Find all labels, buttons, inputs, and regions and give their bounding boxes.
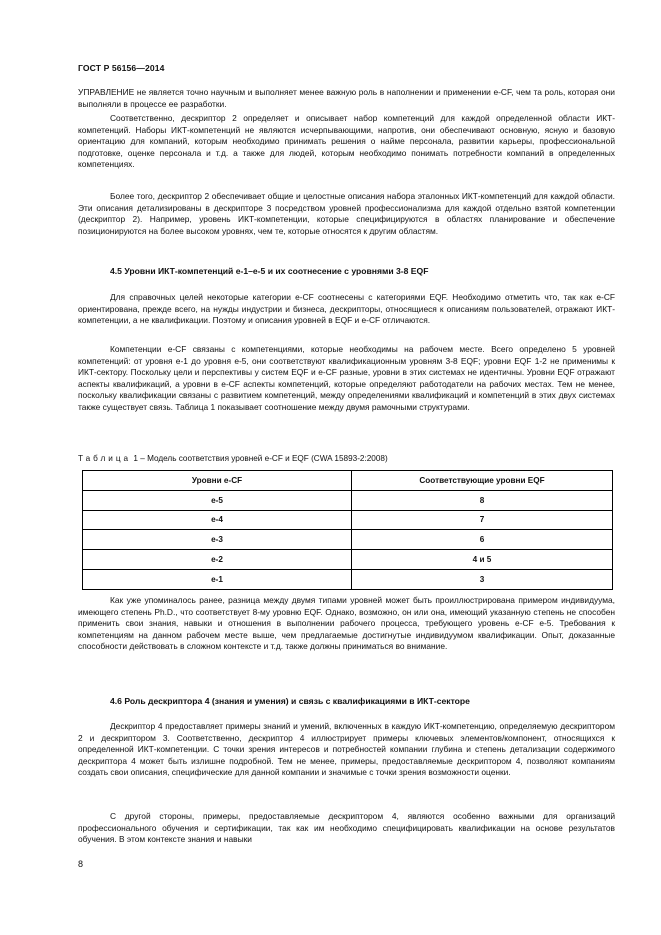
- table-caption-dash: –: [140, 454, 145, 463]
- table-row: [83, 550, 613, 570]
- table-row: [83, 569, 613, 589]
- standard-header: ГОСТ Р 56156—2014: [78, 63, 165, 73]
- table-cell: е-2: [83, 550, 352, 570]
- table-cell: 8: [352, 490, 613, 510]
- paragraph: УПРАВЛЕНИЕ не является точно научным и выполняет менее важную роль в наполнении и применении e-CF, чем та роль, которая они выполняли в процессе ее разработки.: [78, 87, 615, 109]
- paragraph: С другой стороны, примеры, предоставляемые дескриптором 4, являются особенно важными для организаций профессионального обучения и сертификации, так как им необходимо специфицировать квалификации на основе результатов обучения. В этом контексте знания и навыки: [78, 811, 615, 844]
- table-header-row: [83, 471, 613, 491]
- table-cell: 4 и 5: [352, 550, 613, 570]
- paragraph: Компетенции e-CF связаны с компетенциями, которые необходимы на рабочем месте. Всего определено 5 уровней компетенций: от уровня е-1 до уровня е-5, они соответствуют квалификационным уровням 3-8 EQF; уровни EQF 1-2 не применимы к ИКТ-сектору. Поскольку цели и перспективы у систем EQF и e-CF разные, уровни в этих системах не идентичны. Уровни EQF отражают аспекты квалификаций, а уровни в e-CF аспекты компетенций, которые определяют работодатели на рабочих местах. Тем не менее, поскольку квалификации связаны с развитием компетенций, между определениями квалификаций и компетенций в этих двух системах также существует связь. Таблица 1 показывает соотношение между двумя рамочными структурами.: [78, 344, 615, 412]
- table-caption: [78, 454, 388, 463]
- paragraph: Соответственно, дескриптор 2 определяет и описывает набор компетенций для каждой определенной области ИКТ-компетенций. Наборы ИКТ-компетенций не являются исчерпывающими, напротив, они обеспечивают основную, ясную и базовую ориентацию для компаний, которым необходимо принимать решения о найме персонала, развитии карьеры, профессиональной подготовке, оценке персонала и т.д. а также для людей, которым необходимо понимать потребности компаний в определенных компетенциях.: [78, 113, 615, 169]
- table-caption-word: Таблица: [78, 454, 132, 463]
- table-cell: е-3: [83, 530, 352, 550]
- table-header-cell: Уровни е-CF: [83, 471, 352, 491]
- section-heading-4-6: 4.6 Роль дескриптора 4 (знания и умения) и связь с квалификациями в ИКТ-секторе: [110, 696, 470, 706]
- table-cell: е-5: [83, 490, 352, 510]
- table-cell: 6: [352, 530, 613, 550]
- paragraph: Более того, дескриптор 2 обеспечивает общие и целостные описания набора эталонных ИКТ-компетенций для каждой области. Эти описания детализированы в дескрипторе 3 посредством уровней профессионализма для каждой отдельно взятой компетенции (дескриптор 2). Например, уровень ИКТ-компетенции, которые специфицируются в областях планирование и обеспечение позиционируются на более высоком уровнях, чем те, которые относятся к другим областям.: [78, 191, 615, 236]
- page-number: 8: [78, 859, 84, 869]
- paragraph: Как уже упоминалось ранее, разница между двумя типами уровней может быть проиллюстрирована примером индивидуума, имеющего степень Ph.D., что соответствует 8-му уровню EQF. Однако, возможно, он или она, имеющий указанную степень не способен применить свои знания, навыки и отношения в выполнении рабочего процесса, требующего уровень e-CF е-5. Требования к компетенциям на данном рабочем месте выше, чем предлагаемые достигнутые индивидуумом квалификации. Опыт, доказанные способности действовать в сложном контексте и т.д. также должны приниматься во внимание.: [78, 595, 615, 651]
- table-caption-text: Модель соответствия уровней e-CF и EQF (CWA 15893-2:2008): [147, 454, 388, 463]
- section-heading-4-5: 4.5 Уровни ИКТ-компетенций е-1–е-5 и их соотнесение с уровнями 3-8 EQF: [110, 266, 429, 276]
- paragraph: Дескриптор 4 предоставляет примеры знаний и умений, включенных в каждую ИКТ-компетенцию, определяемую дескриптором 2 и дескриптором 3. Соответственно, дескриптор 4 иллюстрирует примеры ключевых элементов/компонент, относящихся к определенной ИКТ-компетенции. С точки зрения интересов и потребностей компании глубина и степень детализации содержимого дескриптора 4 может быть излишне подробной. Тем не менее, примеры, предоставляемые дескриптором 4, позволяют компаниям создать свои описания, специфические для данной компании и значимые с точки зрения возможности оценки.: [78, 721, 615, 777]
- table-row: [83, 490, 613, 510]
- table-cell: е-1: [83, 569, 352, 589]
- table-caption-number: 1: [133, 454, 138, 463]
- table-cell: е-4: [83, 510, 352, 530]
- table-cell: 7: [352, 510, 613, 530]
- paragraph: Для справочных целей некоторые категории e-CF соотнесены с категориями EQF. Необходимо отметить что, так как e-CF ориентирована, прежде всего, на нужды индустрии и бизнеса, дескрипторы, относящиеся к описаниям пользователей, отражают ИКТ-компетенции, а не квалификации. Поэтому и описания уровней в EQF и e-CF отличаются.: [78, 292, 615, 325]
- levels-table: [82, 470, 613, 590]
- table-header-cell: Соответствующие уровни EQF: [352, 471, 613, 491]
- table-row: [83, 530, 613, 550]
- table-cell: 3: [352, 569, 613, 589]
- table-row: [83, 510, 613, 530]
